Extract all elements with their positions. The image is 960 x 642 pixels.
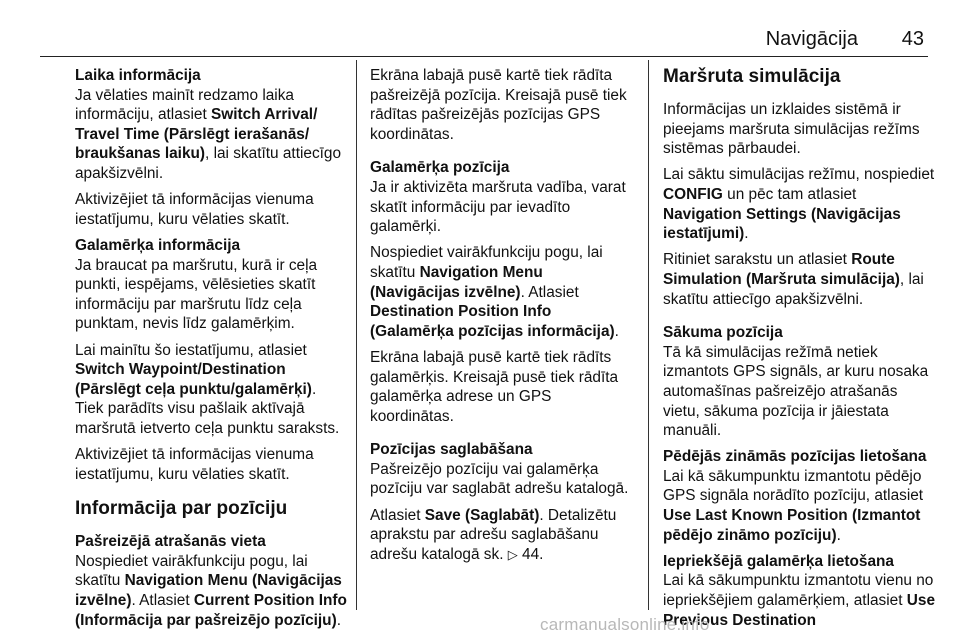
chapter-heading: Informācija par pozīciju	[75, 498, 288, 520]
paragraph: Ja ir aktivizēta maršruta vadība, varat skatīt informāciju par ievadīto galamērķi.	[370, 178, 626, 236]
paragraph: Ekrāna labajā pusē kartē tiek rādīts galamērķis. Kreisajā pusē tiek rādīta galamērķa adrese un GPS koordinātas.	[370, 348, 619, 425]
paragraph: Informācijas un izklaides sistēmā ir pieejams maršruta simulācijas režīms sistēmas pārbaudei.	[663, 101, 920, 158]
column-divider	[648, 60, 649, 610]
section-heading: Galamērķa pozīcija	[370, 159, 510, 177]
section-heading: Pašreizējā atrašanās vieta	[75, 533, 266, 551]
page-title: Navigācija	[765, 28, 858, 50]
paragraph: Ekrāna labajā pusē kartē tiek rādīta pašreizējā pozīcija. Kreisajā pusē tiek rādītas pašreizējās pozīcijas GPS koordinātas.	[370, 67, 627, 143]
paragraph: Tā kā simulācijas režīmā netiek izmantots GPS signāls, ar kuru nosaka automašīnas pašreizējo atrašanās vietu, sākuma pozīcija ir jāiestata manuāli.	[663, 343, 929, 440]
paragraph: Pašreizējo pozīciju vai galamērķa pozīciju var saglabāt adrešu katalogā.	[370, 460, 629, 498]
section-heading: Galamērķa informācija	[75, 236, 241, 254]
section-heading: Iepriekšējā galamērķa lietošana	[663, 552, 894, 570]
column-right	[663, 66, 935, 637]
paragraph: Lai kā sākumpunktu izmantotu vienu no iepriekšējiem galamērķiem, atlasiet Use Previous Destination	[663, 572, 936, 629]
chapter-heading: Maršruta simulācija	[663, 66, 841, 87]
column-divider	[356, 60, 357, 610]
paragraph: Lai kā sākumpunktu izmantotu pēdējo GPS signāla norādīto pozīciju, atlasiet Use Last Known Position (Izmantot pēdējo zināmo pozīciju).	[663, 467, 924, 544]
column-middle	[370, 66, 635, 571]
paragraph: Aktivizējiet tā informācijas vienuma iestatījumu, kuru vēlaties skatīt.	[75, 191, 314, 228]
paragraph: Ja vēlaties mainīt redzamo laika informāciju, atlasiet Switch Arrival/ Travel Time (Pārslēgt ierašanās/ braukšanas laiku), lai skatītu attiecīgo apakšizvēlni.	[75, 86, 342, 182]
header-rule	[40, 56, 928, 57]
paragraph: Ja braucat pa maršrutu, kurā ir ceļa punkti, iespējams, vēlēsieties skatīt informāciju par maršrutu līdz ceļa punktam, nevis līdz galamērķim.	[75, 256, 318, 333]
paragraph: Lai sāktu simulācijas režīmu, nospiediet CONFIG un pēc tam atlasiet Navigation Settings (Navigācijas iestatījumi).	[663, 166, 935, 243]
paragraph: Aktivizējiet tā informācijas vienuma iestatījumu, kuru vēlaties skatīt.	[75, 446, 314, 483]
section-heading: Pozīcijas saglabāšana	[370, 441, 533, 459]
paragraph: Ritiniet sarakstu un atlasiet Route Simulation (Maršruta simulācija), lai skatītu attiecīgo apakšizvēlni.	[663, 251, 924, 308]
section-heading: Laika informācija	[75, 67, 201, 84]
paragraph: Nospiediet vairākfunkciju pogu, lai skatītu Navigation Menu (Navigācijas izvēlne). Atlasiet Destination Position Info (Galamērķa pozīcijas informācija).	[370, 244, 619, 340]
page-number: 43	[901, 28, 924, 50]
page-header	[648, 28, 928, 58]
paragraph: Nospiediet vairākfunkciju pogu, lai skatītu Navigation Menu (Navigācijas izvēlne). Atlasiet Current Position Info (Informācija par pašreizējo pozīciju).	[75, 552, 347, 629]
paragraph: Lai mainītu šo iestatījumu, atlasiet Switch Waypoint/Destination (Pārslēgt ceļa punktu/galamērķi). Tiek parādīts visu pašlaik aktīvajā maršrutā ietverto ceļa punktu saraksts.	[75, 341, 340, 437]
page-reference-arrow-icon: ▷	[507, 546, 518, 562]
paragraph: Atlasiet Save (Saglabāt). Detalizētu aprakstu par adrešu saglabāšanu adrešu katalogā sk. ▷ 44.	[370, 506, 617, 563]
column-left	[75, 66, 347, 637]
section-heading: Sākuma pozīcija	[663, 324, 783, 342]
section-heading: Pēdējās zināmās pozīcijas lietošana	[663, 448, 927, 466]
watermark: carmanualsonline.info	[540, 615, 710, 634]
